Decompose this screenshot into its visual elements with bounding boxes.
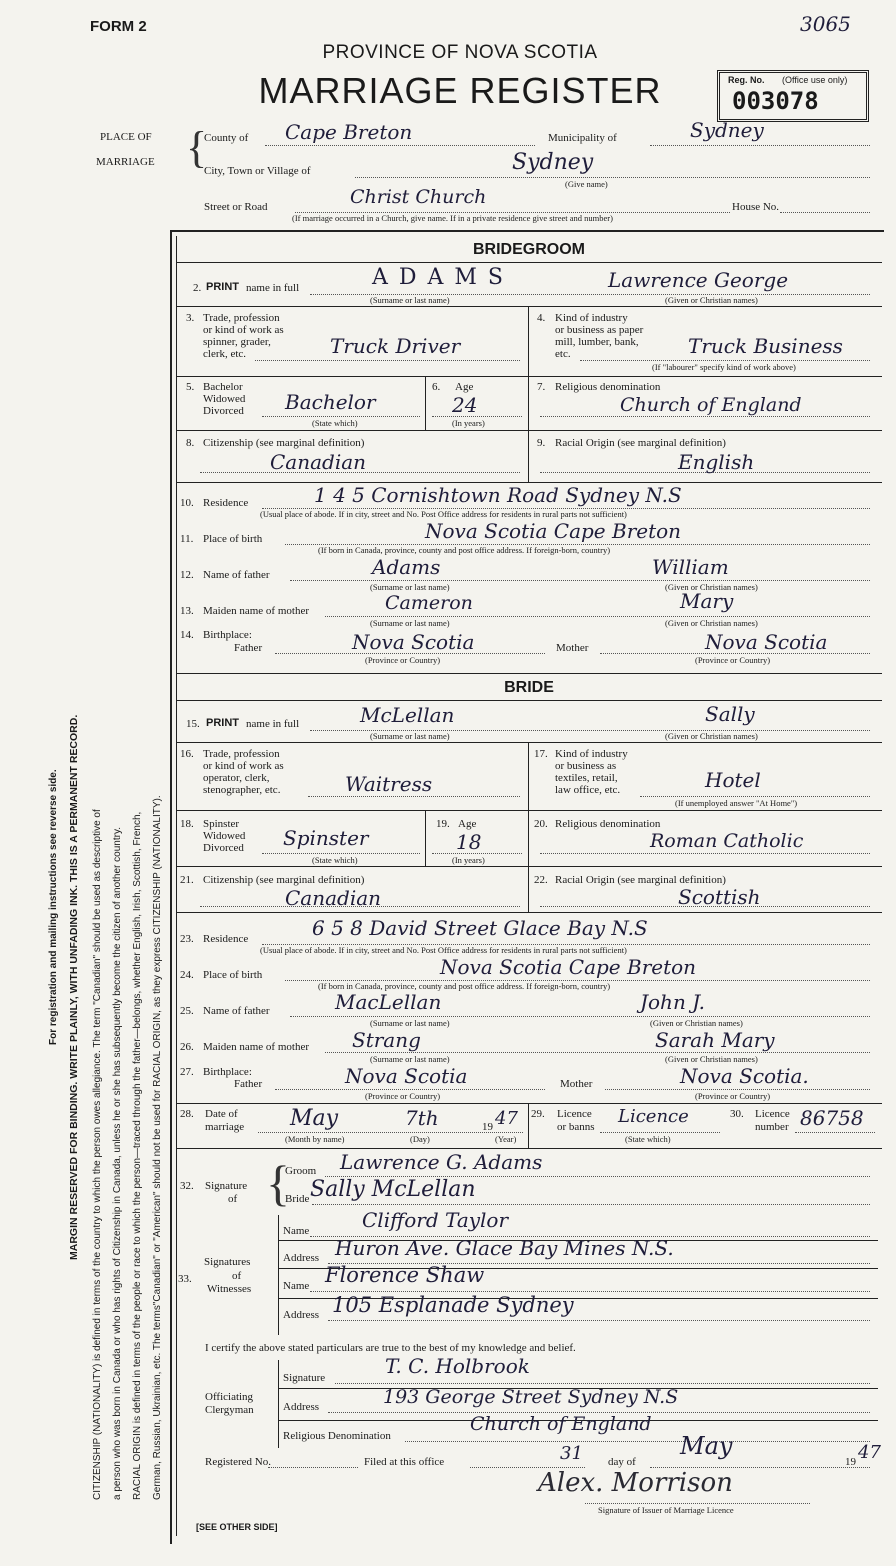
n33: 33.: [178, 1273, 192, 1285]
clergy-sig-label: Signature: [283, 1372, 326, 1384]
n29: 29.: [531, 1108, 545, 1120]
place-brace: {: [186, 123, 208, 172]
bride-n19: 19.: [436, 818, 450, 830]
margin-line-4: a person who was born in Canada or who has rights of Citizenship in Canada, unless he or she has subsequently become the citizen of another country.: [112, 827, 123, 1500]
office-use-label: (Office use only): [782, 75, 848, 85]
bride-n23: 23.: [180, 933, 194, 945]
groom-trade-label-2: or kind of work as: [203, 324, 284, 336]
bride-given: Sally: [705, 702, 755, 726]
reg-number-label: Reg. No.: [728, 75, 765, 85]
bride-trade-label-2: or kind of work as: [203, 760, 284, 772]
groom-trade-label-3: spinner, grader,: [203, 336, 271, 348]
groom-given-note: (Given or Christian names): [665, 295, 758, 305]
groom-trade-label-4: clerk, etc.: [203, 348, 247, 360]
bride-n20: 20.: [534, 818, 548, 830]
wit1-address: Huron Ave. Glace Bay Mines N.S.: [335, 1236, 674, 1260]
bride-mother-label: Maiden name of mother: [203, 1041, 309, 1053]
wit1-name-label: Name: [283, 1225, 310, 1237]
reg-number: 003078: [732, 87, 819, 115]
bride-father-surname: MacLellan: [335, 990, 442, 1014]
bride-mother-surname: Strang: [352, 1028, 421, 1052]
bride-surname: McLellan: [360, 703, 455, 727]
bride-birthplace-label: Place of birth: [203, 969, 263, 981]
groom-industry: Truck Business: [688, 334, 843, 358]
groom-state-which: (State which): [312, 418, 358, 428]
groom-bp-father-note: (Province or Country): [365, 655, 441, 665]
groom-n3: 3.: [186, 312, 195, 324]
bride-trade-label-1: Trade, profession: [203, 748, 280, 760]
bride-bp-mother: Nova Scotia.: [680, 1064, 809, 1088]
municipality-value: Sydney: [690, 118, 764, 142]
bride-n25: 25.: [180, 1005, 194, 1017]
groom-status: Bachelor: [285, 390, 376, 414]
margin-line-6: German, Russian, Ukrainian, etc. The terms"Canadian" or "American" should not be used for RACIAL ORIGIN, as they express CITIZENSHIP (NATIONALITY).: [152, 795, 163, 1500]
bride-status-label-3: Divorced: [203, 842, 244, 854]
bride-citizenship: Canadian: [285, 886, 382, 910]
groom-birthplace-label: Place of birth: [203, 533, 263, 545]
filed-year: 47: [858, 1442, 881, 1463]
n32: 32.: [180, 1180, 194, 1192]
bride-industry-note: (If unemployed answer "At Home"): [675, 798, 798, 808]
licence-no-label-1: Licence: [755, 1108, 790, 1120]
groom-n9: 9.: [537, 437, 546, 449]
bride-bp-father-note: (Province or Country): [365, 1091, 441, 1101]
marriage-year-prefix: 19: [482, 1121, 493, 1133]
wit-label-3: Witnesses: [207, 1283, 252, 1295]
groom-n14: 14.: [180, 629, 194, 641]
bride-mother-given: Sarah Mary: [655, 1028, 775, 1052]
province-title: PROVINCE OF NOVA SCOTIA: [322, 42, 598, 63]
groom-mother-surname: Cameron: [385, 592, 473, 614]
groom-n4: 4.: [537, 312, 546, 324]
bride-bp-father: Nova Scotia: [345, 1064, 468, 1088]
margin-line-1: For registration and mailing instructions see reverse side.: [48, 769, 59, 1045]
groom-racial-label: Racial Origin (see marginal definition): [555, 437, 726, 449]
groom-age: 24: [452, 393, 478, 417]
groom-father-label: Name of father: [203, 569, 270, 581]
groom-father-given-note: (Given or Christian names): [665, 582, 758, 592]
signature-label-2: of: [228, 1193, 238, 1205]
clergy-denomination: Church of England: [470, 1413, 652, 1435]
bride-father-label: Name of father: [203, 1005, 270, 1017]
marriage-day: 7th: [405, 1106, 439, 1130]
bride-racial: Scottish: [678, 885, 761, 909]
filed-month: May: [680, 1432, 733, 1460]
groom-n6: 6.: [432, 381, 441, 393]
bride-racial-label: Racial Origin (see marginal definition): [555, 874, 726, 886]
groom-signature: Lawrence G. Adams: [340, 1150, 543, 1174]
groom-bp-label: Birthplace:: [203, 629, 252, 641]
bride-age-note: (In years): [452, 855, 485, 865]
street-note: (If marriage occurred in a Church, give name. If in a private residence give street and number): [292, 213, 613, 223]
groom-bp-father-label: Father: [234, 642, 263, 654]
page-title: MARRIAGE REGISTER: [258, 70, 662, 111]
licence-label-1: Licence: [557, 1108, 592, 1120]
bride-mother-surname-note: (Surname or last name): [370, 1054, 450, 1064]
wit-label-2: of: [232, 1270, 242, 1282]
filed-label: Filed at this office: [364, 1456, 445, 1468]
signature-brace: {: [266, 1155, 290, 1211]
bride-industry-label-1: Kind of industry: [555, 748, 628, 760]
n28: 28.: [180, 1108, 194, 1120]
groom-surname: A D A M S: [372, 265, 505, 290]
wit-label-1: Signatures: [204, 1256, 251, 1268]
reg-number-box: [717, 70, 869, 122]
groom-industry-label-2: or business as paper: [555, 324, 644, 336]
bride-residence: 6 5 8 David Street Glace Bay N.S: [312, 916, 648, 940]
stamp-number: 3065: [800, 12, 851, 36]
groom-birthplace: Nova Scotia Cape Breton: [425, 519, 682, 543]
bride-industry-label-4: law office, etc.: [555, 784, 621, 796]
groom-status-label-1: Bachelor: [203, 381, 243, 393]
groom-surname-note: (Surname or last name): [370, 295, 450, 305]
wit2-address: 105 Esplanade Sydney: [332, 1293, 574, 1317]
house-label: House No.: [732, 201, 780, 213]
bride-n24: 24.: [180, 969, 194, 981]
date-label-2: marriage: [205, 1121, 245, 1133]
groom-mother-given-note: (Given or Christian names): [665, 618, 758, 628]
n30: 30.: [730, 1108, 744, 1120]
wit1-addr-label: Address: [283, 1252, 320, 1264]
place-of-label: PLACE OF: [100, 131, 152, 143]
bride-n15: 15.: [186, 718, 200, 730]
clergy-signature: T. C. Holbrook: [385, 1354, 530, 1378]
bride-n18: 18.: [180, 818, 194, 830]
bride-father-given-note: (Given or Christian names): [650, 1018, 743, 1028]
groom-n12: 12.: [180, 569, 194, 581]
bride-age-label: Age: [458, 818, 477, 830]
margin-line-5: RACIAL ORIGIN is defined in terms of the people or race to which the person—traced through the father—belongs, whether English, Irish, Scottish, French,: [132, 811, 143, 1500]
bride-n27: 27.: [180, 1066, 194, 1078]
groom-print-label: PRINT: [206, 281, 239, 293]
clergy-denom-label: Religious Denomination: [283, 1430, 391, 1442]
give-name-note: (Give name): [565, 179, 608, 189]
groom-n13: 13.: [180, 605, 194, 617]
groom-n10: 10.: [180, 497, 194, 509]
bride-industry: Hotel: [705, 768, 761, 792]
groom-age-label: Age: [455, 381, 474, 393]
county-value: Cape Breton: [285, 120, 413, 144]
bride-citizenship-label: Citizenship (see marginal definition): [203, 874, 365, 886]
street-label: Street or Road: [204, 201, 268, 213]
groom-industry-label-4: etc.: [555, 348, 571, 360]
groom-n5: 5.: [186, 381, 195, 393]
street-value: Christ Church: [350, 186, 487, 208]
groom-section-title: BRIDEGROOM: [473, 241, 585, 258]
signature-label-1: Signature: [205, 1180, 248, 1192]
filed-day: 31: [560, 1443, 583, 1464]
groom-bp-mother-label: Mother: [556, 642, 589, 654]
bride-residence-note: (Usual place of abode. If in city, street and No. Post Office address for residents in rural parts not sufficient): [260, 945, 627, 955]
bride-name-full-label: name in full: [246, 718, 300, 730]
bride-print-label: PRINT: [206, 717, 239, 729]
groom-residence-label: Residence: [203, 497, 249, 509]
groom-n8: 8.: [186, 437, 195, 449]
city-value: Sydney: [512, 150, 594, 175]
groom-bp-mother: Nova Scotia: [705, 630, 828, 654]
licence-no-label-2: number: [755, 1121, 789, 1133]
bride-religion-label: Religious denomination: [555, 818, 661, 830]
licence-state-which: (State which): [625, 1134, 671, 1144]
bride-birthplace: Nova Scotia Cape Breton: [440, 955, 697, 979]
groom-n7: 7.: [537, 381, 546, 393]
clergy-addr-label: Address: [283, 1401, 320, 1413]
issuer-label: Signature of Issuer of Marriage Licence: [598, 1505, 734, 1515]
margin-line-3: CITIZENSHIP (NATIONALITY) is defined in terms of the country to which the person owes allegiance. The term "Canadian" should be used as descriptive of: [92, 809, 103, 1500]
bride-n16: 16.: [180, 748, 194, 760]
wit2-addr-label: Address: [283, 1309, 320, 1321]
marriage-label: MARRIAGE: [96, 156, 155, 168]
groom-religion-label: Religious denomination: [555, 381, 661, 393]
groom-industry-label-3: mill, lumber, bank,: [555, 336, 639, 348]
groom-age-note: (In years): [452, 418, 485, 428]
groom-mother-surname-note: (Surname or last name): [370, 618, 450, 628]
municipality-label: Municipality of: [548, 132, 617, 144]
groom-racial: English: [678, 450, 755, 474]
groom-mother-label: Maiden name of mother: [203, 605, 309, 617]
issuer-signature: Alex. Morrison: [538, 1468, 733, 1498]
groom-religion: Church of England: [620, 394, 802, 416]
bride-n21: 21.: [180, 874, 194, 886]
groom-given: Lawrence George: [608, 268, 789, 292]
registered-label: Registered No.: [205, 1456, 271, 1468]
licence-number: 86758: [800, 1106, 864, 1130]
groom-birthplace-note: (If born in Canada, province, county and post office address. If foreign-born, country): [318, 545, 611, 555]
groom-father-given: William: [652, 555, 729, 579]
groom-n11: 11.: [180, 533, 194, 545]
bride-status-label-2: Widowed: [203, 830, 246, 842]
groom-name-full-label: name in full: [246, 282, 300, 294]
groom-trade-label-1: Trade, profession: [203, 312, 280, 324]
bride-father-given: John J.: [640, 990, 705, 1014]
marriage-year: 47: [495, 1108, 518, 1129]
groom-residence-note: (Usual place of abode. If in city, street and No. Post Office address for residents in rural parts not sufficient): [260, 509, 627, 519]
day-of-label: day of: [608, 1456, 636, 1468]
bride-father-surname-note: (Surname or last name): [370, 1018, 450, 1028]
bride-trade-label-3: operator, clerk,: [203, 772, 270, 784]
groom-status-label-3: Divorced: [203, 405, 244, 417]
groom-status-label-2: Widowed: [203, 393, 246, 405]
bride-industry-label-2: or business as: [555, 760, 617, 772]
bride-n22: 22.: [534, 874, 548, 886]
filed-year-prefix: 19: [845, 1456, 856, 1468]
groom-trade: Truck Driver: [330, 334, 461, 358]
off-label-2: Clergyman: [205, 1404, 254, 1416]
bride-surname-note: (Surname or last name): [370, 731, 450, 741]
groom-father-surname: Adams: [372, 555, 441, 579]
city-label: City, Town or Village of: [204, 165, 311, 177]
marriage-month: May: [290, 1106, 339, 1131]
wit2-name: Florence Shaw: [325, 1263, 485, 1287]
off-label-1: Officiating: [205, 1391, 254, 1403]
groom-n2: 2.: [193, 282, 202, 294]
date-label-1: Date of: [205, 1108, 238, 1120]
bride-trade: Waitress: [345, 772, 433, 796]
groom-residence: 1 4 5 Cornishtown Road Sydney N.S: [314, 483, 682, 507]
groom-citizenship-label: Citizenship (see marginal definition): [203, 437, 365, 449]
bride-n17: 17.: [534, 748, 548, 760]
groom-citizenship: Canadian: [270, 450, 367, 474]
wit1-name: Clifford Taylor: [362, 1208, 509, 1232]
bride-bp-mother-note: (Province or Country): [695, 1091, 771, 1101]
groom-sig-label: Groom: [285, 1165, 317, 1177]
bride-birthplace-note: (If born in Canada, province, county and post office address. If foreign-born, country): [318, 981, 611, 991]
licence-label-2: or banns: [557, 1121, 595, 1133]
certify-text: I certify the above stated particulars are true to the best of my knowledge and belief.: [205, 1342, 576, 1354]
bride-industry-label-3: textiles, retail,: [555, 772, 618, 784]
licence-value: Licence: [618, 1106, 689, 1127]
wit2-name-label: Name: [283, 1280, 310, 1292]
bride-age: 18: [456, 830, 482, 854]
groom-bp-father: Nova Scotia: [352, 630, 475, 654]
bride-bp-mother-label: Mother: [560, 1078, 593, 1090]
margin-line-2: MARGIN RESERVED FOR BINDING. WRITE PLAINLY, WITH UNFADING INK. THIS IS A PERMANENT RECORD.: [68, 714, 80, 1260]
bride-status: Spinster: [283, 826, 369, 850]
bride-mother-given-note: (Given or Christian names): [665, 1054, 758, 1064]
bride-bp-label: Birthplace:: [203, 1066, 252, 1078]
groom-industry-label-1: Kind of industry: [555, 312, 628, 324]
bride-n26: 26.: [180, 1041, 194, 1053]
bride-given-note: (Given or Christian names): [665, 731, 758, 741]
bride-trade-label-4: stenographer, etc.: [203, 784, 281, 796]
groom-bp-mother-note: (Province or Country): [695, 655, 771, 665]
bride-signature: Sally McLellan: [310, 1177, 476, 1202]
bride-residence-label: Residence: [203, 933, 249, 945]
groom-mother-given: Mary: [680, 589, 734, 613]
bride-status-label-1: Spinster: [203, 818, 240, 830]
bride-section-title: BRIDE: [504, 679, 554, 696]
bride-sig-label: Bride: [285, 1193, 310, 1205]
groom-father-surname-note: (Surname or last name): [370, 582, 450, 592]
see-other-side: [SEE OTHER SIDE]: [196, 1522, 278, 1532]
form-number: FORM 2: [90, 18, 147, 35]
bride-bp-father-label: Father: [234, 1078, 263, 1090]
bride-state-which: (State which): [312, 855, 358, 865]
bride-religion: Roman Catholic: [650, 830, 804, 852]
year-note: (Year): [495, 1134, 517, 1144]
clergy-address: 193 George Street Sydney N.S: [383, 1386, 679, 1408]
groom-industry-note: (If "labourer" specify kind of work above): [652, 362, 796, 372]
month-note: (Month by name): [285, 1134, 345, 1144]
day-note: (Day): [410, 1134, 430, 1144]
county-label: County of: [204, 132, 249, 144]
